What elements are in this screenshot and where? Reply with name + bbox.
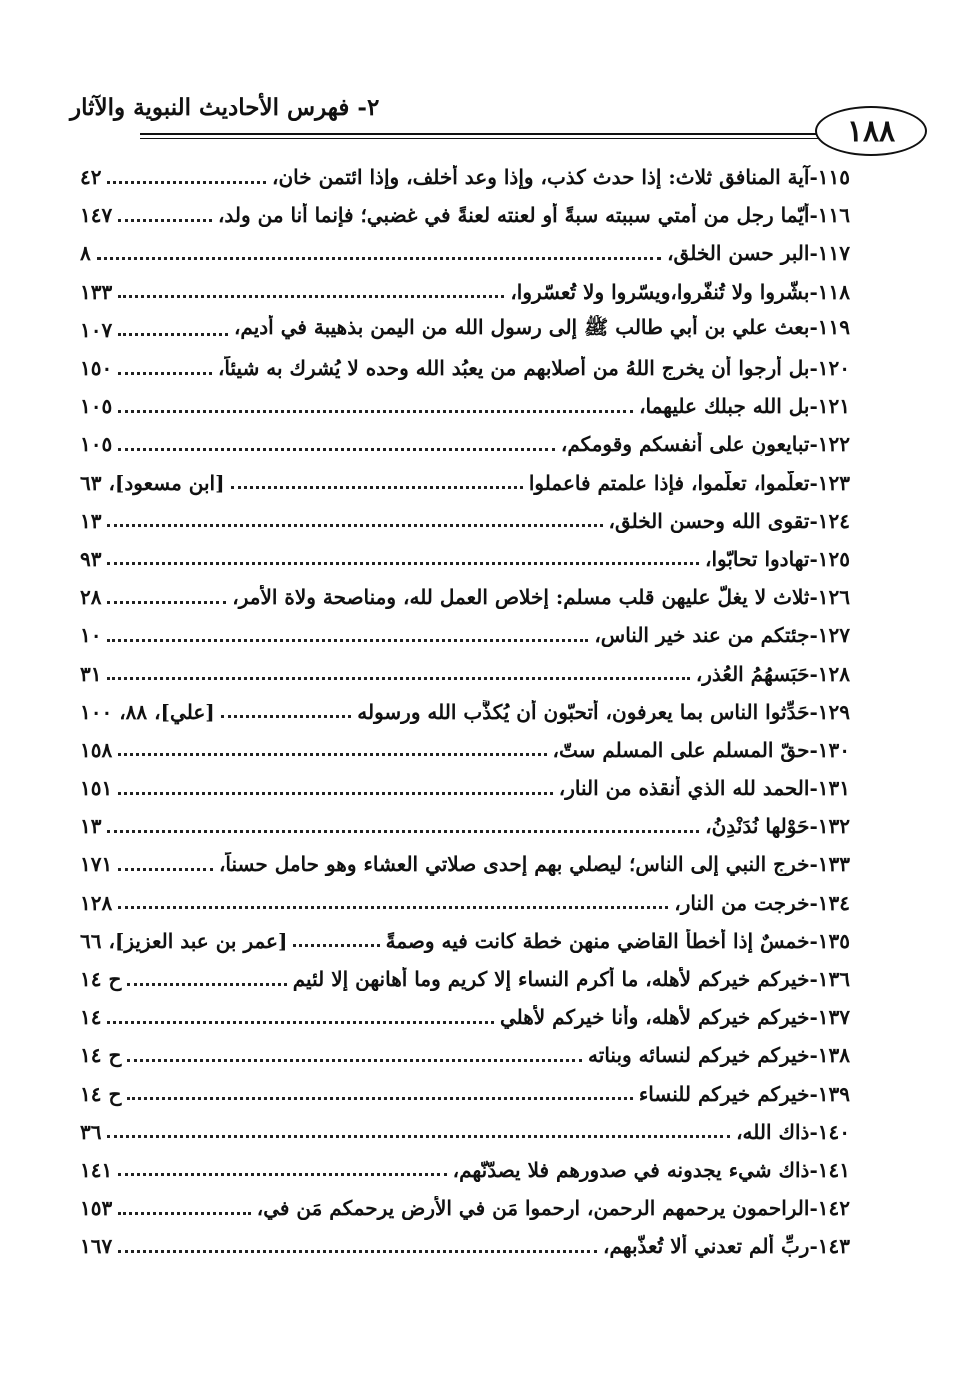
entry-page-ref: ١٥٠: [80, 356, 113, 381]
leader-dots: [107, 591, 226, 604]
list-item: [80, 349, 850, 387]
entry-text: ١٣٧-خيركم خيركم لأهله، وأنا خيركم لأهلي: [499, 1005, 850, 1030]
entry-text: ١٢٠-بل أرجوا أن يخرج اللهُ من أصلابهم من يعبُد الله وحده لا يُشرك به شيئاً،: [217, 356, 850, 381]
entry-text: ١٢٢-تبايعونِ على أنفسكم وقومكم،: [560, 432, 850, 457]
entry-text: ١٢٨-حَبَسهُمُ العُذر،: [695, 661, 850, 686]
list-item: [80, 845, 850, 883]
list-item: [80, 1036, 850, 1074]
entry-text: ١٢٤-تقوى الله وحسن الخلق،: [608, 508, 850, 533]
entry-page-ref: ١٧١: [80, 852, 113, 877]
entry-page-ref: ١٣: [80, 814, 102, 839]
leader-dots: [118, 858, 213, 871]
leader-dots: [107, 820, 699, 833]
entry-text: ١٣٨-خيركم خيركم لنسائه وبناته: [588, 1043, 850, 1068]
entry-page-ref: ١٠: [80, 623, 102, 648]
leader-dots: [118, 400, 633, 413]
leader-dots: [107, 667, 689, 680]
leader-dots: [107, 1125, 730, 1138]
list-item: [80, 769, 850, 807]
entry-page-ref: ١٤: [80, 1005, 102, 1030]
entry-page-ref: ١٠٧: [80, 317, 113, 342]
entry-page-ref: ٤٢: [80, 165, 102, 190]
entry-text: ١٤١-ذاك شيء يجدونه في صدورهم فلا يصدّنّهم،: [452, 1157, 850, 1182]
list-item: [80, 616, 850, 654]
leader-dots: [118, 782, 553, 795]
leader-dots: [118, 1202, 251, 1215]
entry-page-ref: [علي]، ٨٨، ١٠٠: [80, 699, 215, 724]
entry-text: ١١٩-بعث علي بن أبي طالب ﷺ إلى رسول الله من اليمن بذهيبة في أديم،: [233, 315, 850, 340]
list-item: [80, 196, 850, 234]
list-item: [80, 807, 850, 845]
list-item: [80, 311, 850, 349]
list-item: [80, 1151, 850, 1189]
entry-page-ref: ١٣: [80, 508, 102, 533]
list-item: [80, 1113, 850, 1151]
leader-dots: [107, 552, 699, 565]
entry-text: ١٤٢-الراحمون يرحمهم الرحمن، ارحموا مَن في الأرض يرحمكم مَن في،: [256, 1196, 850, 1221]
leader-dots: [118, 743, 546, 756]
entry-text: ١٤٣-ربِّ ألم تعدني ألا تُعذّبهم،: [602, 1234, 850, 1259]
list-item: [80, 502, 850, 540]
leader-dots: [118, 323, 228, 336]
leader-dots: [118, 209, 212, 222]
list-item: [80, 693, 850, 731]
entry-text: ١٣٢-حَوْلها نُدَنْدِنُ،: [705, 814, 850, 839]
list-item: [80, 464, 850, 502]
entry-page-ref: ٨: [80, 241, 91, 266]
entry-text: ١٣٤-خرجت من النار،: [674, 890, 850, 915]
list-item: [80, 884, 850, 922]
entry-text: ١٣٩-خيركم خيركم للنساء: [638, 1081, 850, 1106]
leader-dots: [221, 705, 352, 718]
entry-text: ١٤٠-ذاك الله،: [736, 1119, 850, 1144]
leader-dots: [107, 629, 588, 642]
leader-dots: [293, 934, 379, 947]
entry-text: ١٢٧-جئتكم من عند خير الناس،: [594, 623, 850, 648]
entry-page-ref: ١٥٨: [80, 737, 113, 762]
leader-dots: [127, 1087, 633, 1100]
leader-dots: [127, 1049, 582, 1062]
header-rule-thin: [140, 138, 860, 139]
leader-dots: [107, 171, 266, 184]
leader-dots: [118, 285, 504, 298]
leader-dots: [118, 438, 555, 451]
entry-page-ref: [ابن مسعود]، ٦٣: [80, 470, 225, 495]
leader-dots: [107, 1011, 493, 1024]
entry-text: ١١٧-البر حسن الخلق،: [667, 241, 850, 266]
leader-dots: [118, 1163, 446, 1176]
leader-dots: [231, 476, 523, 489]
list-item: [80, 922, 850, 960]
entry-text: ١٣٥-خمسٌ إذا أخطأ القاضي منهن خطة كانت فيه وصمةً: [385, 928, 850, 953]
entry-text: ١٢٩-حَدِّثوا الناس بما يعرفون، أتحبّون أن يُكذَّب الله ورسوله: [357, 699, 850, 724]
entry-page-ref: ١٥٣: [80, 1196, 113, 1221]
entry-page-ref: ١٥١: [80, 776, 113, 801]
entry-page-ref: ١٠٥: [80, 394, 113, 419]
list-item: [80, 654, 850, 692]
entry-text: ١٢١-بل الله جبلك عليهما،: [639, 394, 850, 419]
entry-page-ref: ١٤١: [80, 1157, 113, 1182]
list-item: [80, 425, 850, 463]
list-item: [80, 273, 850, 311]
entry-page-ref: ٣٦: [80, 1119, 102, 1144]
list-item: [80, 578, 850, 616]
entry-page-ref: ١٣٣: [80, 279, 113, 304]
page-header: [70, 88, 896, 158]
entry-page-ref: ٢٨: [80, 585, 102, 610]
leader-dots: [118, 896, 668, 909]
entry-text: ١١٥-آية المنافق ثلاث: إذا حدث كذب، وإذا وعد أخلف، وإذا ائتمن خان،: [272, 165, 850, 190]
entry-text: ١٢٣-تعلّموا، تعلّموا، فإذا علمتم فاعملوا: [528, 470, 850, 495]
entry-page-ref: ح ١٤: [80, 1043, 122, 1068]
list-item: [80, 1075, 850, 1113]
entry-page-ref: ١٠٥: [80, 432, 113, 457]
entry-text: ١٣٠-حقّ المسلم على المسلم ستّ،: [552, 737, 850, 762]
entry-page-ref: ٩٣: [80, 546, 102, 571]
section-title: ٢- فهرس الأحاديث النبوية والآثار: [70, 94, 380, 121]
index-entries-list: [80, 158, 850, 1265]
leader-dots: [107, 514, 602, 527]
list-item: [80, 234, 850, 272]
list-item: [80, 1189, 850, 1227]
leader-dots: [118, 362, 212, 375]
leader-dots: [127, 973, 286, 986]
page-number: ١٨٨: [815, 106, 927, 156]
entry-text: ١٢٦-ثلاث لا يغلّ عليهن قلب مسلم: إخلاص العمل لله، ومناصحة ولاة الأمر،: [232, 585, 850, 610]
list-item: [80, 731, 850, 769]
entry-page-ref: ١٤٧: [80, 203, 113, 228]
entry-text: ١٣٦-خيركم خيركم لأهله، ما أكرم النساء إلا كريم وما أهانهن إلا لئيم: [292, 967, 850, 992]
list-item: [80, 1227, 850, 1265]
entry-page-ref: [عمر بن عبد العزيز]، ٦٦: [80, 928, 288, 953]
entry-text: ١١٨-بشّروا ولا تُنفّروا،ويسّروا ولا تُعسّروا،: [510, 279, 850, 304]
entry-page-ref: ١٢٨: [80, 890, 113, 915]
list-item: [80, 540, 850, 578]
entry-text: ١٣٣-خرج النبي إلى الناس؛ ليصلي بهم إحدى صلاتي العشاء وهو حامل حسناً،: [218, 852, 850, 877]
leader-dots: [118, 1240, 597, 1253]
entry-text: ١٣١-الحمد لله الذي أنقذه من النار،: [558, 776, 850, 801]
header-rule: [140, 133, 860, 135]
entry-page-ref: ح ١٤: [80, 967, 122, 992]
entry-page-ref: ١٦٧: [80, 1234, 113, 1259]
list-item: [80, 998, 850, 1036]
entry-text: ١٢٥-تهادوا تحابّوا،: [705, 546, 850, 571]
list-item: [80, 158, 850, 196]
entry-page-ref: ٣١: [80, 661, 102, 686]
list-item: [80, 960, 850, 998]
list-item: [80, 387, 850, 425]
leader-dots: [97, 247, 661, 260]
entry-page-ref: ح ١٤: [80, 1081, 122, 1106]
entry-text: ١١٦-أيّما رجل من أمتي سببته سبةً أو لعنته لعنةً في غضبي؛ فإنما أنا من ولد،: [217, 203, 850, 228]
